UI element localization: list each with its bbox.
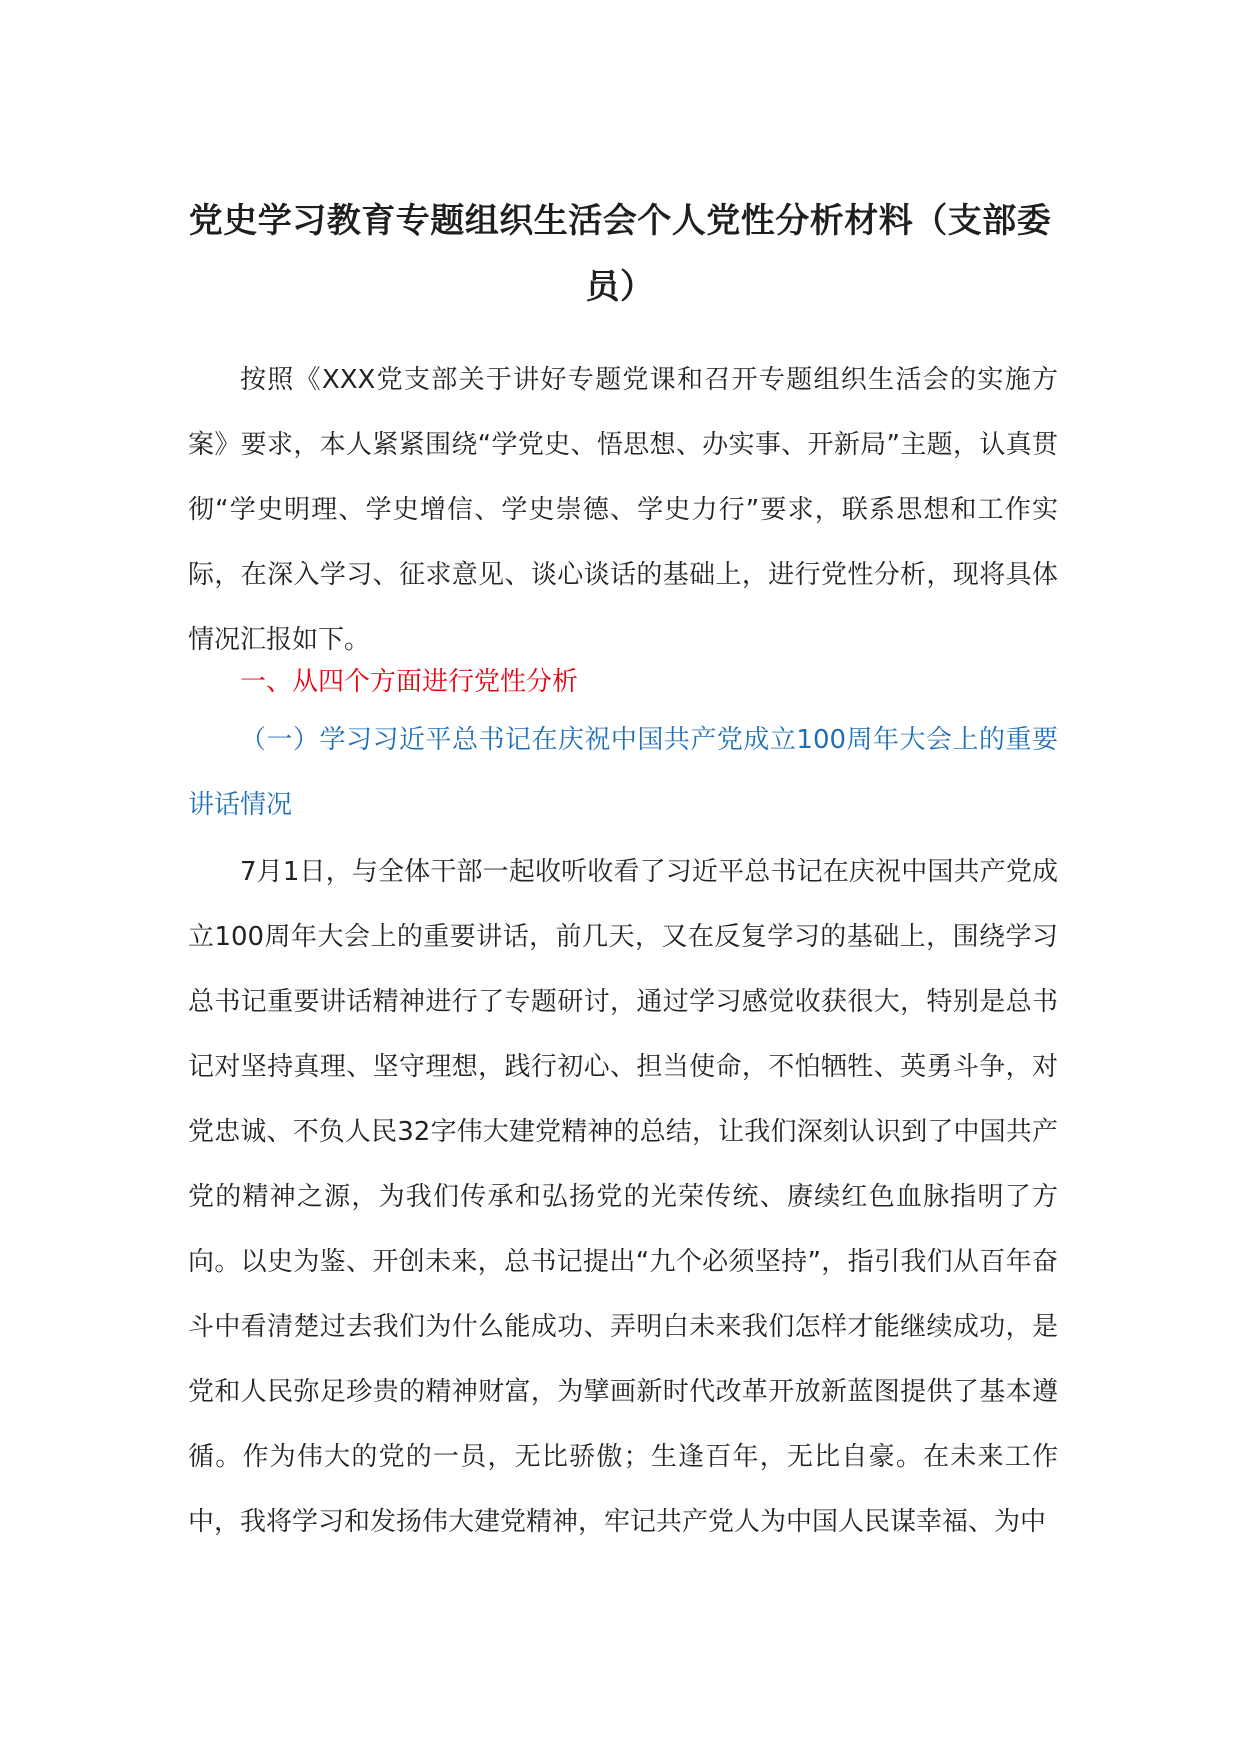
subsection-heading: （一）学习习近平总书记在庆祝中国共产党成立100周年大会上的重要讲话情况 <box>188 725 1058 820</box>
section-heading: 一、从四个方面进行党性分析 <box>240 667 579 697</box>
main-paragraph: 7月1日，与全体干部一起收听收看了习近平总书记在庆祝中国共产党成立100周年大会上的重要讲话，前几天，又在反复学习的基础上，围绕学习总书记重要讲话精神进行了专题研讨，通过学习感觉收获很大，特别是总书记对坚持真理、坚守理想，践行初心、担当使命，不怕牺牲、英勇斗争，对党忠诚、不负人民32字伟大建党精神的总结，让我们深刻认识到了中国共产党的精神之源，为我们传承和弘扬党的光荣传统、赓续红色血脉指明了方向。以史为鉴、开创未来，总书记提出“九个必须坚持”，指引我们从百年奋斗中看清楚过去我们为什么能成功、弄明白未来我们怎样才能继续成功，是党和人民弥足珍贵的精神财富，为擘画新时代改革开放新蓝图提供了基本遵循。作为伟大的党的一员，无比骄傲；生逢百年，无比自豪。在未来工作中，我将学习和发扬伟大建党精神，牢记共产党人为中国人民谋幸福、为中 <box>188 857 1058 1537</box>
intro-paragraph: 按照《XXX党支部关于讲好专题党课和召开专题组织生活会的实施方案》要求，本人紧紧围绕“学党史、悟思想、办实事、开新局”主题，认真贯彻“学史明理、学史增信、学史崇德、学史力行”要求，联系思想和工作实际，在深入学习、征求意见、谈心谈话的基础上，进行党性分析，现将具体情况汇报如下。 <box>188 365 1058 655</box>
document-title: 党史学习教育专题组织生活会个人党性分析材料（支部委员） <box>188 201 1052 307</box>
